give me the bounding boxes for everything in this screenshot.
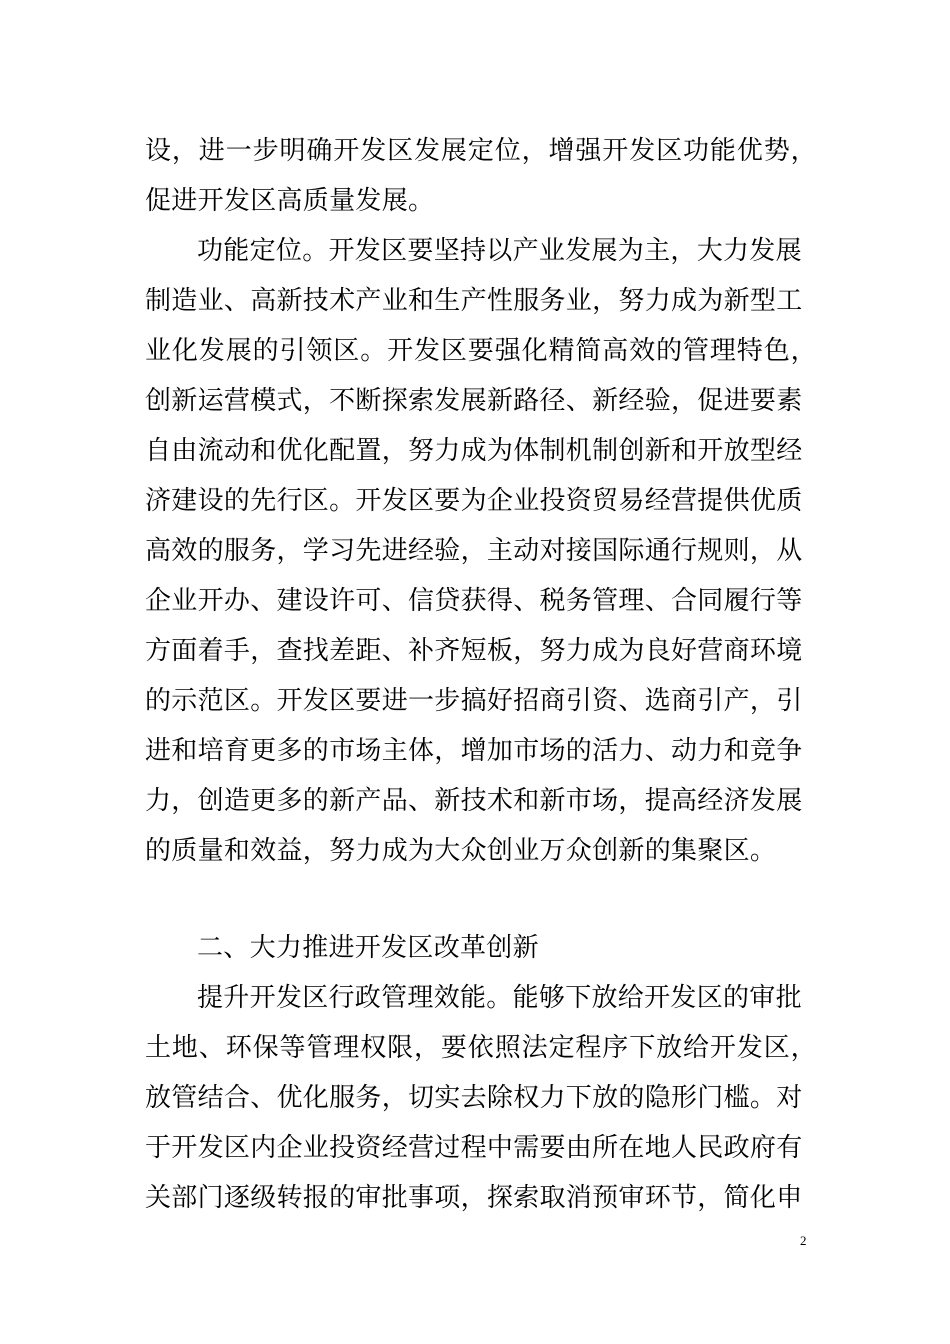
paragraph-2-line-2: 制造业、高新技术产业和生产性服务业，努力成为新型工 (145, 286, 803, 316)
paragraph-3-line-3: 放管结合、优化服务，切实去除权力下放的隐形门槛。对 (145, 1083, 803, 1113)
paragraph-3-line-5: 关部门逐级转报的审批事项，探索取消预审环节，简化申 (145, 1183, 803, 1213)
section-heading: 二、大力推进开发区改革创新 (197, 933, 539, 963)
paragraph-3-line-4: 于开发区内企业投资经营过程中需要由所在地人民政府有 (145, 1133, 803, 1163)
paragraph-2-line-7: 高效的服务，学习先进经验，主动对接国际通行规则，从 (145, 536, 803, 566)
paragraph-2-line-6: 济建设的先行区。开发区要为企业投资贸易经营提供优质 (145, 486, 803, 516)
paragraph-2-line-11: 进和培育更多的市场主体，增加市场的活力、动力和竞争 (145, 736, 803, 766)
paragraph-2-line-9: 方面着手，查找差距、补齐短板，努力成为良好营商环境 (145, 636, 803, 666)
paragraph-2-line-5: 自由流动和优化配置，努力成为体制机制创新和开放型经 (145, 436, 803, 466)
paragraph-3-line-2: 土地、环保等管理权限，要依照法定程序下放给开发区， (145, 1033, 818, 1063)
paragraph-2-line-8: 企业开办、建设许可、信贷获得、税务管理、合同履行等 (145, 586, 803, 616)
paragraph-2-line-10: 的示范区。开发区要进一步搞好招商引资、选商引产，引 (145, 686, 803, 716)
paragraph-1-line-1: 设，进一步明确开发区发展定位，增强开发区功能优势， (145, 136, 818, 166)
paragraph-1-line-2: 促进开发区高质量发展。 (145, 186, 435, 216)
paragraph-2-line-1: 功能定位。开发区要坚持以产业发展为主，大力发展 (197, 236, 802, 266)
paragraph-3-line-1: 提升开发区行政管理效能。能够下放给开发区的审批 (197, 983, 802, 1013)
page-number: 2 (800, 1233, 807, 1248)
paragraph-2-line-4: 创新运营模式，不断探索发展新路径、新经验，促进要素 (145, 386, 803, 416)
paragraph-2-line-12: 力，创造更多的新产品、新技术和新市场，提高经济发展 (145, 786, 803, 816)
paragraph-2-line-13: 的质量和效益，努力成为大众创业万众创新的集聚区。 (145, 836, 777, 866)
paragraph-2-line-3: 业化发展的引领区。开发区要强化精简高效的管理特色， (145, 336, 818, 366)
